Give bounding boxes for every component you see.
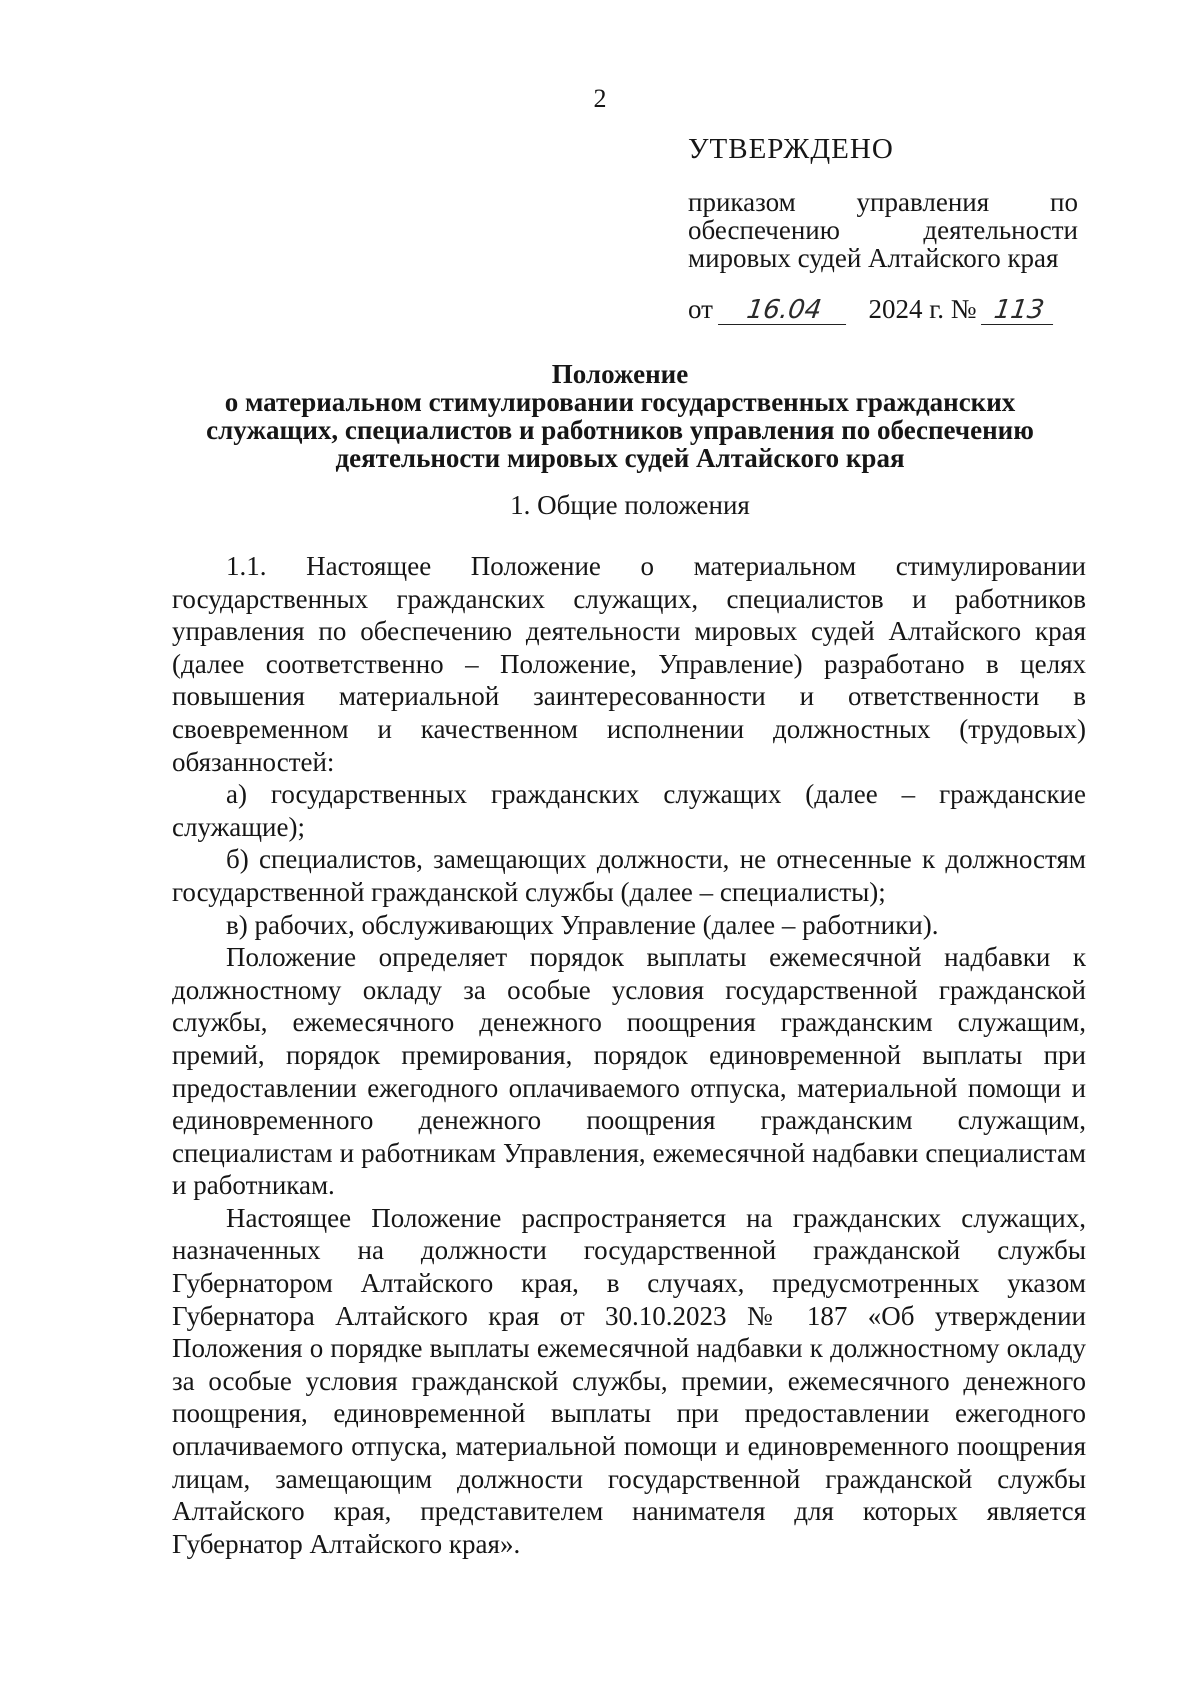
approval-block bbox=[688, 132, 1078, 326]
body-text bbox=[172, 550, 1086, 1560]
document-title-line-2: о материальном стимулировании государственных гражданских bbox=[224, 387, 1016, 417]
document-title bbox=[150, 360, 1090, 472]
approval-date-line bbox=[688, 292, 1078, 326]
handwritten-order-number: 113 bbox=[981, 296, 1057, 325]
approval-text bbox=[688, 188, 1078, 272]
approval-line-1: приказом управления по bbox=[688, 187, 1078, 217]
approval-line-3: мировых судей Алтайского края bbox=[688, 243, 1059, 273]
document-title-line-3: служащих, специалистов и работников управления по обеспечению bbox=[206, 415, 1034, 445]
paragraph-applicability: Настоящее Положение распространяется на гражданских служащих, назначенных на должности государственной гражданской службы Губернатором Алтайского края, в случаях, предусмотренных указом Губернатора Алтайского края от 30.10.2023 № 187 «Об утверждении Положения о порядке выплаты ежемесячной надбавки к должностному окладу за особые условия гражданской службы, премии, ежемесячного денежного поощрения, единовременной выплаты при предоставлении ежегодного оплачиваемого отпуска, материальной помощи и единовременного поощрения лицам, замещающим должности государственной гражданской службы Алтайского края, представителем нанимателя для которых является Губернатор Алтайского края». bbox=[172, 1202, 1086, 1559]
paragraph-item-v: в) рабочих, обслуживающих Управление (далее – работники). bbox=[226, 909, 939, 940]
paragraph-item-b: б) специалистов, замещающих должности, не отнесенные к должностям государственной гражданской службы (далее – специалисты); bbox=[172, 844, 1086, 907]
date-prefix: от bbox=[688, 294, 713, 324]
paragraph-item-a: а) государственных гражданских служащих (далее – гражданские служащие); bbox=[172, 779, 1086, 842]
order-year: 2024 г. № bbox=[868, 294, 977, 324]
document-title-line-4: деятельности мировых судей Алтайского края bbox=[335, 443, 905, 473]
document-title-line-1: Положение bbox=[551, 359, 689, 389]
paragraph-1-1: 1.1. Настоящее Положение о материальном стимулировании государственных гражданских служащих, специалистов и работников управления по обеспечению деятельности мировых судей Алтайского края (далее соответственно – Положение, Управление) разработано в целях повышения материальной заинтересованности и ответственности в своевременном и качественном исполнении должностных (трудовых) обязанностей: bbox=[172, 551, 1086, 777]
section-heading: 1. Общие положения bbox=[510, 490, 750, 520]
handwritten-date: 16.04 bbox=[718, 296, 850, 325]
page-number: 2 bbox=[593, 84, 607, 113]
approval-line-2: обеспечению деятельности bbox=[688, 215, 1078, 245]
approval-title: УТВЕРЖДЕНО bbox=[688, 133, 894, 165]
paragraph-scope: Положение определяет порядок выплаты ежемесячной надбавки к должностному окладу за особые условия государственной гражданской службы, ежемесячного денежного поощрения гражданским служащим, премий, порядок премирования, порядок единовременной выплаты при предоставлении ежегодного оплачиваемого отпуска, материальной помощи и единовременного денежного поощрения гражданским служащим, специалистам и работникам Управления, ежемесячной надбавки специалистам и работникам. bbox=[172, 942, 1086, 1201]
